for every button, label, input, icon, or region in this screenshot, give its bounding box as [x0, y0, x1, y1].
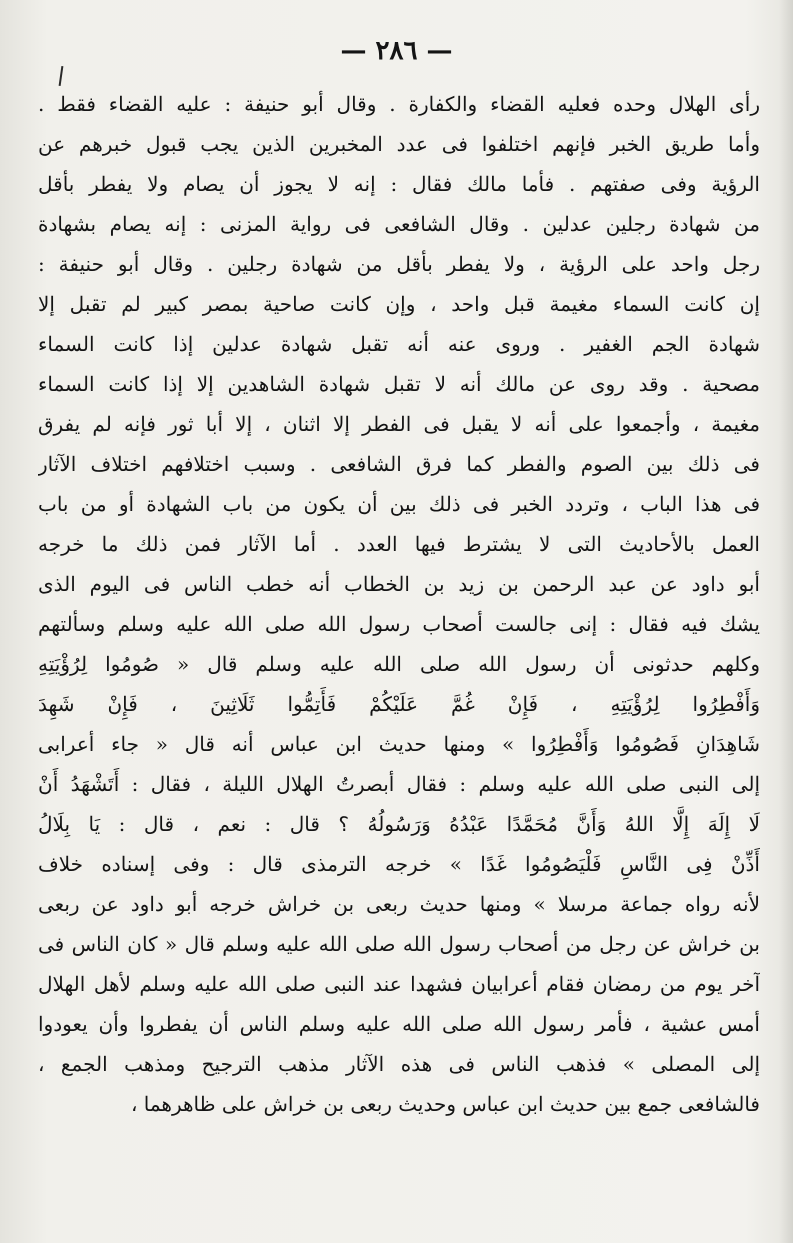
text-line: مغيمة ، وأجمعوا على أنه لا يقبل فى الفطر إلا اثنان ، إلا أبا ثور فإنه لم يفرق [38, 412, 760, 436]
text-line: شَاهِدَانِ فَصُومُوا وَأَفْطِرُوا » ومنها حديث ابن عباس أنه قال « جاء أعرابى [38, 732, 760, 756]
text-line: لأنه رواه جماعة مرسلا » ومنها حديث ربعى بن خراش خرجه أبو داود عن ربعى [38, 892, 760, 916]
text-line: بن خراش عن رجل من أصحاب رسول الله صلى الله عليه وسلم قال « كان الناس فى [38, 932, 760, 956]
text-line: فى هذا الباب ، وتردد الخبر فى ذلك بين أن يكون من باب الشهادة أو من باب [38, 492, 760, 516]
text-line: آخر يوم من رمضان فقام أعرابيان فشهدا عند النبى صلى الله عليه وسلم لأهل الهلال [38, 972, 760, 996]
text-line: رجل واحد على الرؤية ، ولا يفطر بأقل من شهادة رجلين . وقال أبو حنيفة : [38, 252, 760, 276]
text-line: العمل بالأحاديث التى لا يشترط فيها العدد . أما الآثار فمن ذلك ما خرجه [38, 532, 760, 556]
text-line: أبو داود عن عبد الرحمن بن زيد بن الخطاب أنه خطب الناس فى اليوم الذى [38, 572, 760, 596]
text-line: إلى المصلى » فذهب الناس فى هذه الآثار مذهب الترجيح ومذهب الجمع ، [38, 1052, 760, 1076]
text-line: أمس عشية ، فأمر رسول الله صلى الله عليه وسلم الناس أن يفطروا وأن يعودوا [38, 1012, 760, 1036]
text-line: أَذِّنْ فِى النَّاسِ فَلْيَصُومُوا غَدًا » خرجه الترمذى قال : وفى إسناده خلاف [38, 852, 760, 876]
body-text [38, 84, 760, 1124]
page-edge-shadow [779, 0, 793, 1243]
text-line: وكلهم حدثونى أن رسول الله صلى الله عليه وسلم قال « صُومُوا لِرُؤْيَتِهِ [38, 652, 760, 676]
page-number: — ٢٨٦ — [340, 36, 453, 66]
text-line: فالشافعى جمع بين حديث ابن عباس وحديث ربعى بن خراش على ظاهرهما ، [130, 1092, 760, 1116]
text-line: مصحية . وقد روى عن مالك أنه لا تقبل شهادة الشاهدين إلا إذا كانت السماء [38, 372, 760, 396]
text-line: من شهادة رجلين عدلين . وقال الشافعى فى رواية المزنى : إنه يصام بشهادة [38, 212, 760, 236]
text-line: فى ذلك بين الصوم والفطر كما فرق الشافعى . وسبب اختلافهم اختلاف الآثار [38, 452, 760, 476]
text-line: إلى النبى صلى الله عليه وسلم : فقال أبصرتُ الهلال الليلة ، فقال : أَتَشْهَدُ أَنْ [38, 772, 760, 796]
text-line: إن كانت السماء مغيمة قبل واحد ، وإن كانت صاحية بمصر كبير لم تقبل إلا [38, 292, 760, 316]
text-line: رأى الهلال وحده فعليه القضاء والكفارة . وقال أبو حنيفة : عليه القضاء فقط . [38, 92, 760, 116]
text-line: شهادة الجم الغفير . وروى عنه أنه تقبل شهادة عدلين إذا كانت السماء [38, 332, 760, 356]
text-line: الرؤية وفى صفتهم . فأما مالك فقال : إنه لا يجوز أن يصام ولا يفطر بأقل [38, 172, 760, 196]
text-line: وَأَفْطِرُوا لِرُؤْيَتِهِ ، فَإِنْ غُمَّ عَلَيْكُمْ فَأَتِمُّوا ثَلَاثِينَ ، فَإِنْ شَهِدَ [38, 692, 760, 716]
text-line: يشك فيه فقال : إنى جالست أصحاب رسول الله صلى الله عليه وسلم وسألتهم [38, 612, 760, 636]
text-line: لَا إِلَهَ إِلَّا اللهُ وَأَنَّ مُحَمَّدًا عَبْدُهُ وَرَسُولُهُ ؟ قال : نعم ، قال : يَا بِلَالُ [38, 812, 760, 836]
text-line: وأما طريق الخبر فإنهم اختلفوا فى عدد المخبرين الذين يجب قبول خبرهم عن [38, 132, 760, 156]
